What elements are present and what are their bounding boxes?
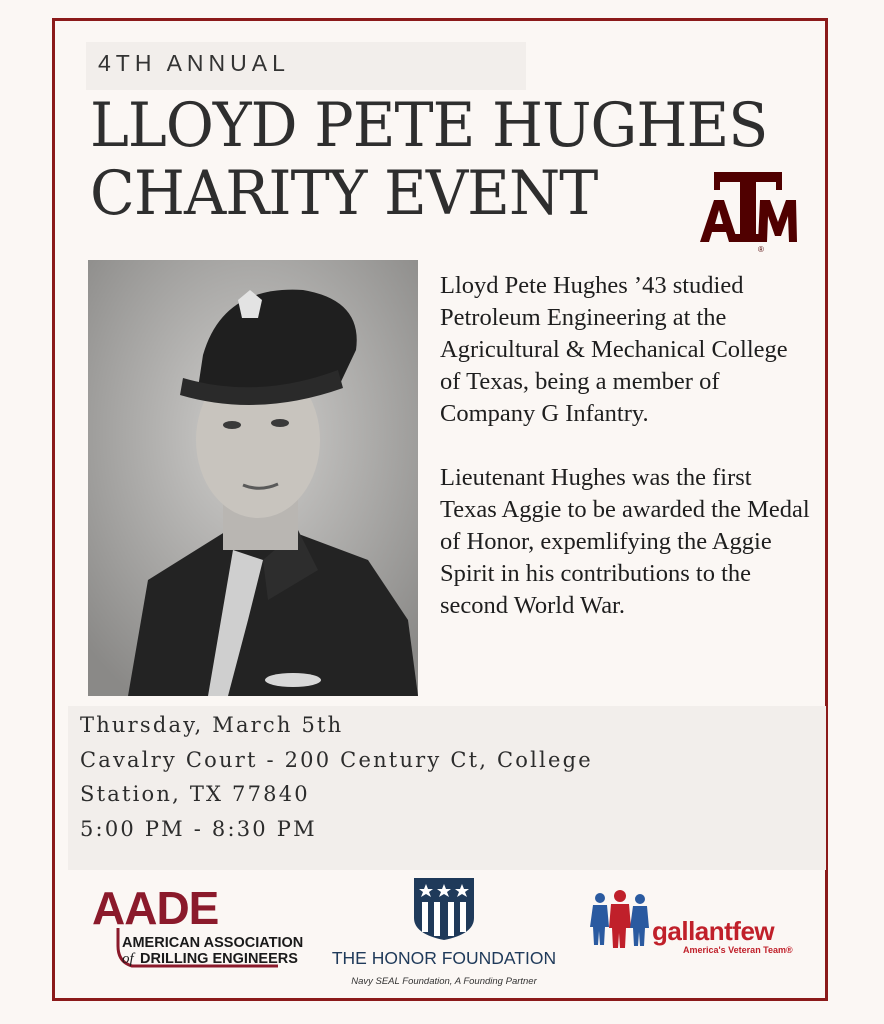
event-details bbox=[80, 708, 593, 846]
event-venue-line-1: Cavalry Court - 200 Century Ct, College bbox=[80, 747, 593, 772]
event-venue-line-2: Station, TX 77840 bbox=[80, 782, 310, 806]
texas-am-logo bbox=[698, 170, 798, 254]
bio-paragraph-2: Lieutenant Hughes was the first Texas Aggie to be awarded the Medal of Honor, expemlifying the Aggie Spirit in his contributions to the second World War. bbox=[440, 464, 810, 619]
gallantfew-tagline: America's Veteran Team® bbox=[683, 945, 793, 955]
aade-line-2: DRILLING ENGINEERS bbox=[140, 951, 298, 967]
portrait-photo bbox=[88, 260, 418, 696]
event-time: 5:00 PM - 8:30 PM bbox=[80, 816, 317, 841]
event-date: Thursday, March 5th bbox=[80, 713, 344, 737]
aade-abbr: AADE bbox=[92, 882, 219, 934]
soldiers-icon bbox=[590, 890, 649, 948]
bio-text bbox=[440, 270, 810, 654]
title-line-2: CHARITY EVENT bbox=[90, 158, 598, 229]
gallantfew-name: gallantfew bbox=[652, 916, 775, 946]
registered-mark: ® bbox=[758, 245, 764, 254]
title-line-1: LLOYD PETE HUGHES bbox=[90, 90, 768, 161]
honor-foundation-logo bbox=[318, 874, 568, 990]
aade-logo bbox=[92, 882, 304, 976]
honor-tagline: Navy SEAL Foundation, A Founding Partner bbox=[351, 976, 537, 987]
gallantfew-logo bbox=[588, 890, 812, 956]
bio-paragraph-1: Lloyd Pete Hughes ’43 studied Petroleum Engineering at the Agricultural & Mechanical College of Texas, being a member of Company G Infantry. bbox=[440, 272, 788, 427]
event-title bbox=[90, 92, 796, 228]
annual-label: 4TH ANNUAL bbox=[98, 50, 290, 76]
aade-of: of bbox=[122, 951, 134, 967]
honor-name: THE HONOR FOUNDATION bbox=[331, 948, 557, 968]
aade-line-1: AMERICAN ASSOCIATION bbox=[122, 935, 304, 951]
